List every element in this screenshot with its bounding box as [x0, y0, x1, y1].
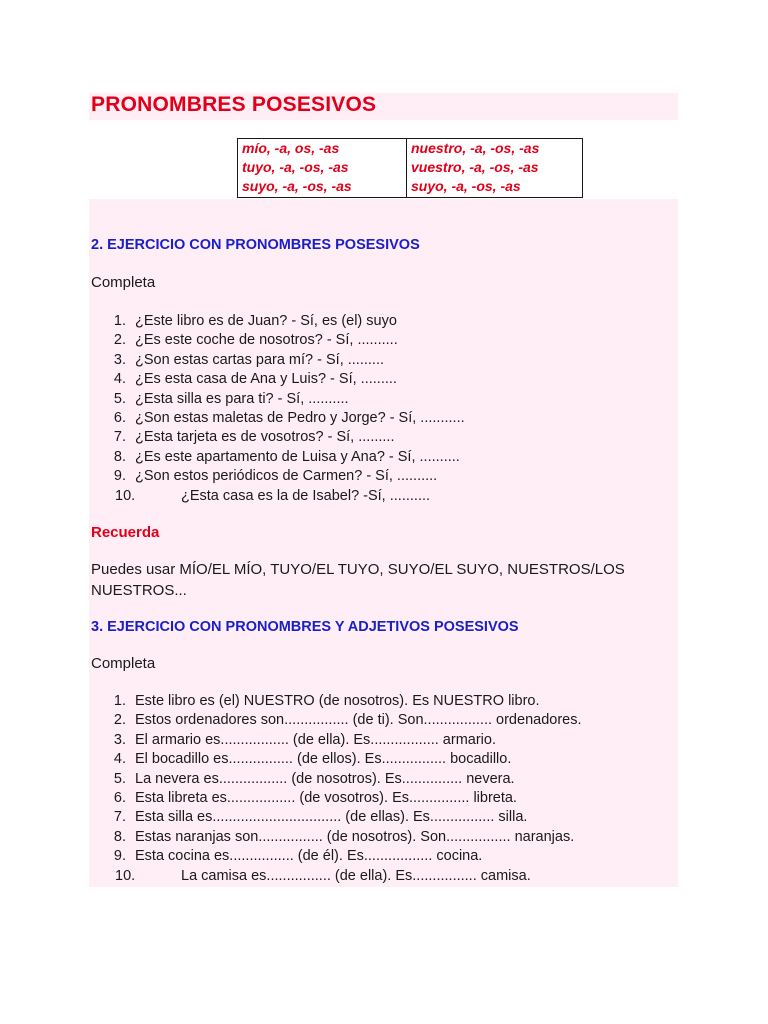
item-number: 6.	[113, 789, 126, 806]
exercise3-heading: 3. EJERCICIO CON PRONOMBRES Y ADJETIVOS POSESIVOS	[91, 619, 519, 635]
pronoun-form: vuestro, -a, -os, -as	[411, 159, 539, 175]
item-number: 7.	[113, 429, 126, 446]
item-number: 1.	[113, 693, 126, 709]
pronoun-table	[237, 138, 583, 198]
page-title: PRONOMBRES POSESIVOS	[91, 93, 377, 116]
exercise2-instruction: Completa	[91, 274, 156, 291]
item-number: 2.	[113, 332, 126, 349]
item-number: 8.	[113, 828, 126, 845]
item-number: 5.	[113, 390, 126, 407]
item-number: 1.	[113, 313, 126, 329]
reminder-heading: Recuerda	[91, 524, 160, 541]
item-number: 6.	[113, 409, 126, 426]
item-number: 4.	[113, 371, 126, 388]
exercise2-heading: 2. EJERCICIO CON PRONOMBRES POSESIVOS	[91, 237, 420, 253]
item-number: 9.	[113, 468, 126, 485]
item-text: ¿Es esta casa de Ana y Luis? - Sí, .........	[135, 371, 397, 388]
item-text: La camisa es................ (de ella). Es................ camisa.	[181, 867, 531, 884]
item-text: Esta silla es................................ (de ellas). Es................ silla.	[135, 809, 528, 826]
item-number: 4.	[113, 751, 126, 768]
item-text: ¿Esta tarjeta es de vosotros? - Sí, .........	[135, 429, 395, 446]
item-text: El bocadillo es................ (de ellos). Es................ bocadillo.	[135, 751, 512, 768]
pronoun-form: nuestro, -a, -os, -as	[411, 140, 540, 156]
pronoun-form: tuyo, -a, -os, -as	[242, 159, 349, 175]
pronoun-form: suyo, -a, -os, -as	[242, 178, 352, 194]
exercise3-instruction: Completa	[91, 655, 156, 672]
pronoun-form: mío, -a, os, -as	[242, 140, 340, 156]
reminder-text-line2: NUESTROS...	[91, 582, 187, 599]
pronoun-column-plural	[407, 139, 583, 198]
item-text: Estos ordenadores son................ (de ti). Son................. ordenadores.	[135, 712, 582, 729]
item-number: 5.	[113, 770, 126, 787]
item-text: La nevera es................. (de nosotros). Es............... nevera.	[135, 770, 515, 787]
item-text: Esta libreta es................. (de vosotros). Es............... libreta.	[135, 789, 517, 806]
item-text: Este libro es (el) NUESTRO (de nosotros). Es NUESTRO libro.	[135, 693, 540, 709]
item-number: 9.	[113, 848, 126, 865]
item-number: 10.	[115, 487, 136, 504]
item-text: Esta cocina es................ (de él). Es................. cocina.	[135, 848, 483, 865]
item-number: 3.	[113, 351, 126, 368]
item-text: ¿Este libro es de Juan? - Sí, es (el) suyo	[135, 313, 397, 329]
item-text: El armario es................. (de ella). Es................. armario.	[135, 731, 496, 748]
item-number: 10.	[115, 867, 136, 884]
item-text: ¿Es este coche de nosotros? - Sí, ..........	[135, 332, 398, 349]
pronoun-column-singular	[238, 139, 407, 198]
item-text: ¿Son estas maletas de Pedro y Jorge? - Sí, ...........	[135, 409, 465, 426]
pronoun-form: suyo, -a, -os, -as	[411, 178, 521, 194]
item-text: ¿Son estas cartas para mí? - Sí, .........	[135, 351, 385, 368]
item-text: ¿Esta silla es para ti? - Sí, ..........	[135, 390, 349, 407]
item-number: 3.	[113, 731, 126, 748]
item-text: ¿Son estos periódicos de Carmen? - Sí, ..........	[135, 468, 438, 485]
item-text: ¿Es este apartamento de Luisa y Ana? - Sí, ..........	[135, 448, 460, 465]
item-number: 2.	[113, 712, 126, 729]
item-number: 8.	[113, 448, 126, 465]
reminder-text-line1: Puedes usar MÍO/EL MÍO, TUYO/EL TUYO, SUYO/EL SUYO, NUESTROS/LOS	[91, 561, 625, 578]
item-number: 7.	[113, 809, 126, 826]
item-text: ¿Esta casa es la de Isabel? -Sí, ..........	[181, 487, 431, 504]
item-text: Estas naranjas son................ (de nosotros). Son................ naranjas.	[135, 828, 575, 845]
